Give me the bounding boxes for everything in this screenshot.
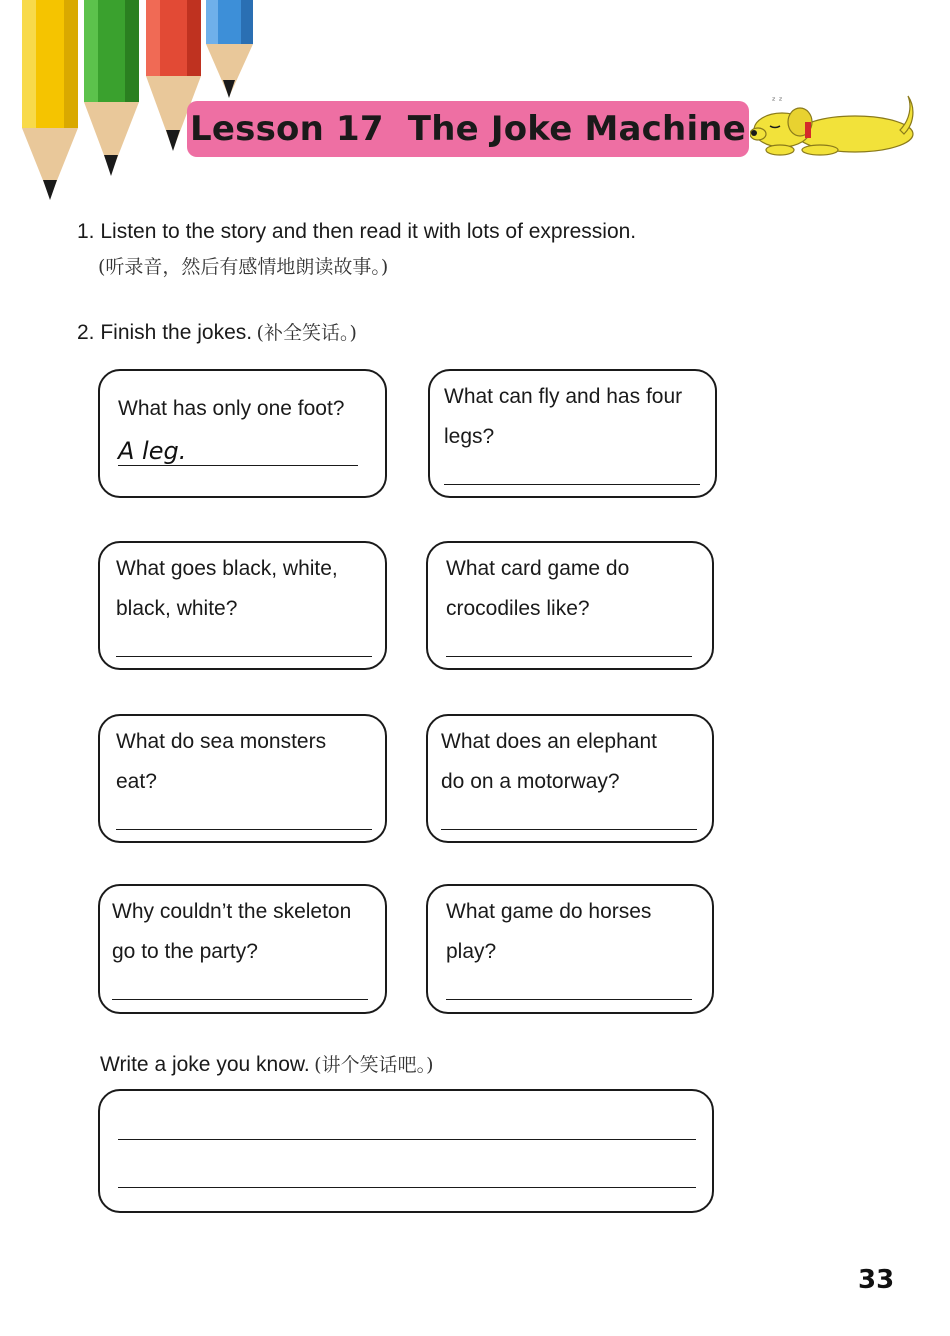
instruction-2 xyxy=(77,318,357,345)
writing-line-2[interactable] xyxy=(118,1187,696,1188)
answer-line[interactable] xyxy=(116,656,372,657)
instruction-2-text: 2. Finish the jokes. xyxy=(77,321,253,344)
answer-line[interactable] xyxy=(446,656,692,657)
joke-question-line1: What card game do xyxy=(446,557,630,580)
write-joke-chinese: (讲个笑话吧。) xyxy=(314,1054,434,1076)
joke-box-4 xyxy=(426,541,714,670)
joke-box-5 xyxy=(98,714,387,843)
joke-question-line2: crocodiles like? xyxy=(446,597,590,620)
green-pencil xyxy=(84,0,139,176)
instruction-2-chinese: (补全笑话。) xyxy=(256,322,357,344)
sleeping-dog-icon xyxy=(750,92,918,158)
joke-question-line1: What game do horses xyxy=(446,900,652,923)
joke-question-line2: black, white? xyxy=(116,597,238,620)
joke-question-line1: What does an elephant xyxy=(441,730,657,753)
answer-line[interactable] xyxy=(444,484,700,485)
joke-question-line2: legs? xyxy=(444,425,495,448)
joke-answer[interactable]: A leg. xyxy=(118,437,187,465)
joke-question-line2: do on a motorway? xyxy=(441,770,620,793)
yellow-pencil xyxy=(22,0,78,200)
joke-box-2 xyxy=(428,369,717,498)
joke-question-line2: go to the party? xyxy=(112,940,258,963)
joke-question: What has only one foot? xyxy=(118,397,345,420)
svg-text:ᶻ ᶻ: ᶻ ᶻ xyxy=(772,96,783,107)
joke-box-6 xyxy=(426,714,714,843)
page-title: Lesson 17 The Joke Machine xyxy=(190,109,746,149)
joke-question-line2: play? xyxy=(446,940,497,963)
joke-box-7 xyxy=(98,884,387,1014)
answer-line[interactable] xyxy=(441,829,697,830)
page-number: 33 xyxy=(858,1265,895,1295)
write-joke-text: Write a joke you know. xyxy=(100,1053,310,1076)
instruction-1-chinese: (听录音，然后有感情地朗读故事。) xyxy=(98,256,389,278)
joke-box-3 xyxy=(98,541,387,670)
joke-question-line1: Why couldn’t the skeleton xyxy=(112,900,352,923)
joke-question-line2: eat? xyxy=(116,770,157,793)
answer-line[interactable] xyxy=(116,829,372,830)
title-banner xyxy=(187,101,749,157)
joke-box-1 xyxy=(98,369,387,498)
instruction-1: 1. Listen to the story and then read it with lots of expression. xyxy=(77,220,637,243)
joke-question-line1: What do sea monsters xyxy=(116,730,327,753)
answer-line[interactable] xyxy=(118,465,358,466)
blue-pencil xyxy=(206,0,253,98)
answer-line[interactable] xyxy=(446,999,692,1000)
write-joke-box xyxy=(98,1089,714,1213)
answer-line[interactable] xyxy=(112,999,368,1000)
joke-question-line1: What can fly and has four xyxy=(444,385,683,408)
joke-question-line1: What goes black, white, xyxy=(116,557,338,580)
writing-line-1[interactable] xyxy=(118,1139,696,1140)
write-joke-prompt xyxy=(100,1050,434,1077)
joke-box-8 xyxy=(426,884,714,1014)
